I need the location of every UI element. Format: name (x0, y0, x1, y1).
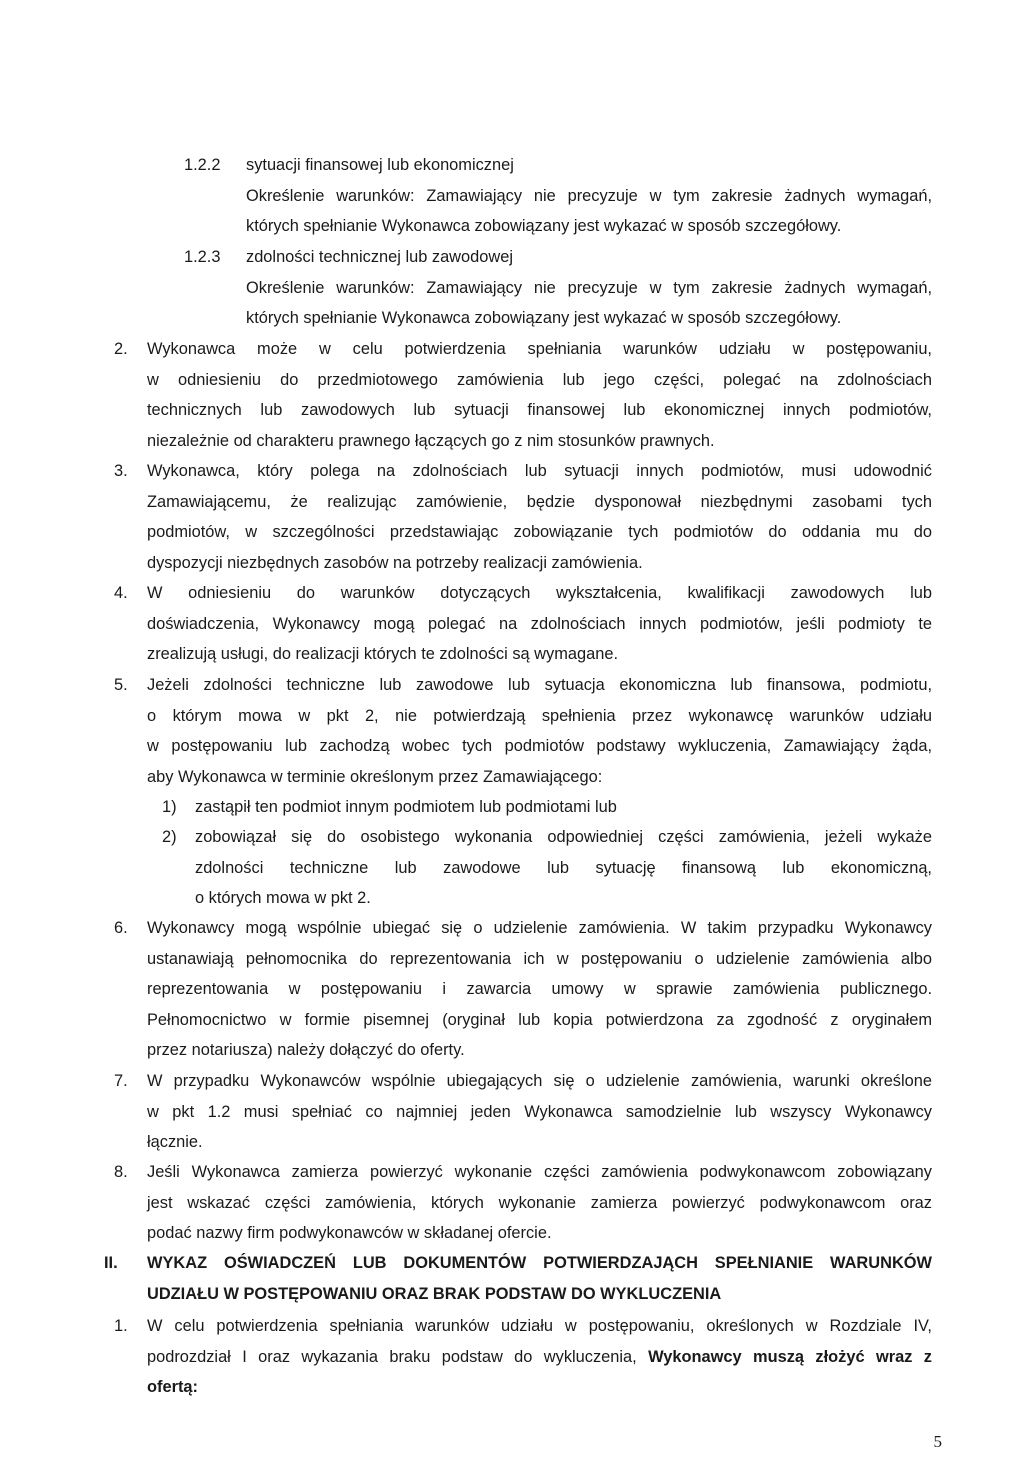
paragraph-line: W celu potwierdzenia spełniania warunków udziału w postępowaniu, określonych w Rozdziale IV, (147, 1317, 932, 1335)
paragraph-line: ustanawiają pełnomocnika do reprezentowania ich w postępowaniu o udzielenie zamówienia albo (147, 949, 932, 968)
item-8 (114, 1157, 932, 1249)
section-ii-heading (104, 1248, 932, 1309)
paragraph-line: W odniesieniu do warunków dotyczących wykształcenia, kwalifikacji zawodowych lub (147, 584, 932, 602)
paragraph-line: o których mowa w pkt 2. (195, 889, 371, 908)
emphasis-text: Wykonawcy muszą złożyć wraz z (648, 1347, 933, 1366)
paragraph-line: Jeśli Wykonawca zamierza powierzyć wykonanie części zamówienia podwykonawcom zobowiązany (147, 1163, 932, 1181)
subsection-title: zdolności technicznej lub zawodowej (246, 248, 513, 266)
subitem-5-2 (162, 822, 932, 914)
paragraph-line: jest wskazać części zamówienia, których wykonanie zamierza powierzyć podwykonawcom oraz (147, 1193, 932, 1212)
paragraph-line: reprezentowania w postępowaniu i zawarcia umowy w sprawie zamówienia publicznego. (147, 980, 932, 999)
item-4 (114, 578, 932, 670)
item-number: 7. (114, 1072, 128, 1090)
item-number: 1. (114, 1317, 128, 1335)
paragraph-line: Zamawiającemu, że realizując zamówienie, będzie dysponował niezbędnymi zasobami tych (147, 492, 932, 511)
item-5 (114, 670, 932, 792)
paragraph-line: których spełnianie Wykonawca zobowiązany jest wykazać w sposób szczegółowy. (246, 309, 842, 328)
paragraph-line: zrealizują usługi, do realizacji których te zdolności są wymagane. (147, 645, 618, 664)
item-number: 3. (114, 462, 128, 480)
item-number: 2. (114, 340, 128, 358)
paragraph-line: zdolności techniczne lub zawodowe lub sytuację finansową lub ekonomiczną, (195, 858, 932, 877)
paragraph-line: W przypadku Wykonawców wspólnie ubiegających się o udzielenie zamówienia, warunki określone (147, 1072, 932, 1090)
heading-line: WYKAZ OŚWIADCZEŃ LUB DOKUMENTÓW POTWIERDZAJĄCH SPEŁNIANIE WARUNKÓW (147, 1254, 932, 1272)
paragraph-line: podać nazwy firm podwykonawców w składanej ofercie. (147, 1224, 552, 1243)
page-number: 5 (933, 1432, 942, 1451)
paragraph-line: Pełnomocnictwo w formie pisemnej (oryginał lub kopia potwierdzona za zgodność z oryginałem (147, 1010, 932, 1029)
paragraph-line: przez notariusza) należy dołączyć do oferty. (147, 1041, 465, 1060)
paragraph-line: których spełnianie Wykonawca zobowiązany jest wykazać w sposób szczegółowy. (246, 217, 842, 236)
section-ii-item-1 (114, 1311, 933, 1403)
emphasis-text: ofertą: (147, 1378, 198, 1397)
subsection-1-2-3 (184, 242, 932, 334)
item-3 (114, 456, 932, 578)
paragraph-line: Wykonawcy mogą wspólnie ubiegać się o udzielenie zamówienia. W takim przypadku Wykonawcy (147, 919, 932, 937)
paragraph-line: w pkt 1.2 musi spełniać co najmniej jeden Wykonawca samodzielnie lub wszyscy Wykonawcy (147, 1102, 932, 1121)
paragraph-line: Wykonawca może w celu potwierdzenia spełniania warunków udziału w postępowaniu, (147, 340, 932, 358)
item-number: 8. (114, 1163, 128, 1181)
item-2 (114, 334, 932, 456)
paragraph-line: podmiotów, w szczególności przedstawiając zobowiązanie tych podmiotów do oddania mu do (147, 523, 932, 542)
section-number: II. (104, 1254, 118, 1272)
paragraph-line: w postępowaniu lub zachodzą wobec tych podmiotów podstawy wykluczenia, Zamawiający żąda, (147, 737, 932, 756)
paragraph-line: doświadczenia, Wykonawcy mogą polegać na zdolnościach innych podmiotów, jeśli podmioty te (147, 614, 932, 633)
subsection-number: 1.2.3 (184, 248, 221, 266)
paragraph-line: Jeżeli zdolności techniczne lub zawodowe lub sytuacja ekonomiczna lub finansowa, podmiotu, (147, 676, 932, 694)
item-6 (114, 913, 932, 1066)
item-number: 4. (114, 584, 128, 602)
paragraph-line: aby Wykonawca w terminie określonym przez Zamawiającego: (147, 767, 603, 786)
paragraph-line: o którym mowa w pkt 2, nie potwierdzają spełnienia przez wykonawcę warunków udziału (147, 706, 932, 725)
subitem-number: 1) (162, 798, 177, 816)
subitem-number: 2) (162, 828, 177, 846)
paragraph-line: Wykonawca, który polega na zdolnościach lub sytuacji innych podmiotów, musi udowodnić (147, 462, 932, 480)
paragraph-line: zastąpił ten podmiot innym podmiotem lub podmiotami lub (195, 798, 617, 816)
subsection-number: 1.2.2 (184, 156, 221, 174)
paragraph-line: Określenie warunków: Zamawiający nie precyzuje w tym zakresie żadnych wymagań, (246, 278, 932, 297)
paragraph-line: zobowiązał się do osobistego wykonania odpowiedniej części zamówienia, jeżeli wykaże (195, 828, 932, 846)
paragraph-line: łącznie. (147, 1133, 203, 1152)
subsection-title: sytuacji finansowej lub ekonomicznej (246, 156, 514, 174)
paragraph-line (147, 1342, 932, 1373)
item-number: 5. (114, 676, 128, 694)
paragraph-text: podrozdział I oraz wykazania braku podstaw do wykluczenia, (147, 1347, 649, 1366)
heading-line: UDZIAŁU W POSTĘPOWANIU ORAZ BRAK PODSTAW DO WYKLUCZENIA (147, 1284, 722, 1303)
subsection-1-2-2 (184, 150, 932, 242)
paragraph-line: w odniesieniu do przedmiotowego zamówienia lub jego części, polegać na zdolnościach (147, 370, 932, 389)
subitem-5-1 (162, 792, 932, 823)
paragraph-line: Określenie warunków: Zamawiający nie precyzuje w tym zakresie żadnych wymagań, (246, 186, 932, 205)
paragraph-line: technicznych lub zawodowych lub sytuacji finansowej lub ekonomicznej innych podmiotów, (147, 401, 932, 420)
paragraph-line: niezależnie od charakteru prawnego łączących go z nim stosunków prawnych. (147, 431, 715, 450)
item-number: 6. (114, 919, 128, 937)
paragraph-line: dyspozycji niezbędnych zasobów na potrzeby realizacji zamówienia. (147, 553, 643, 572)
item-7 (114, 1066, 932, 1158)
